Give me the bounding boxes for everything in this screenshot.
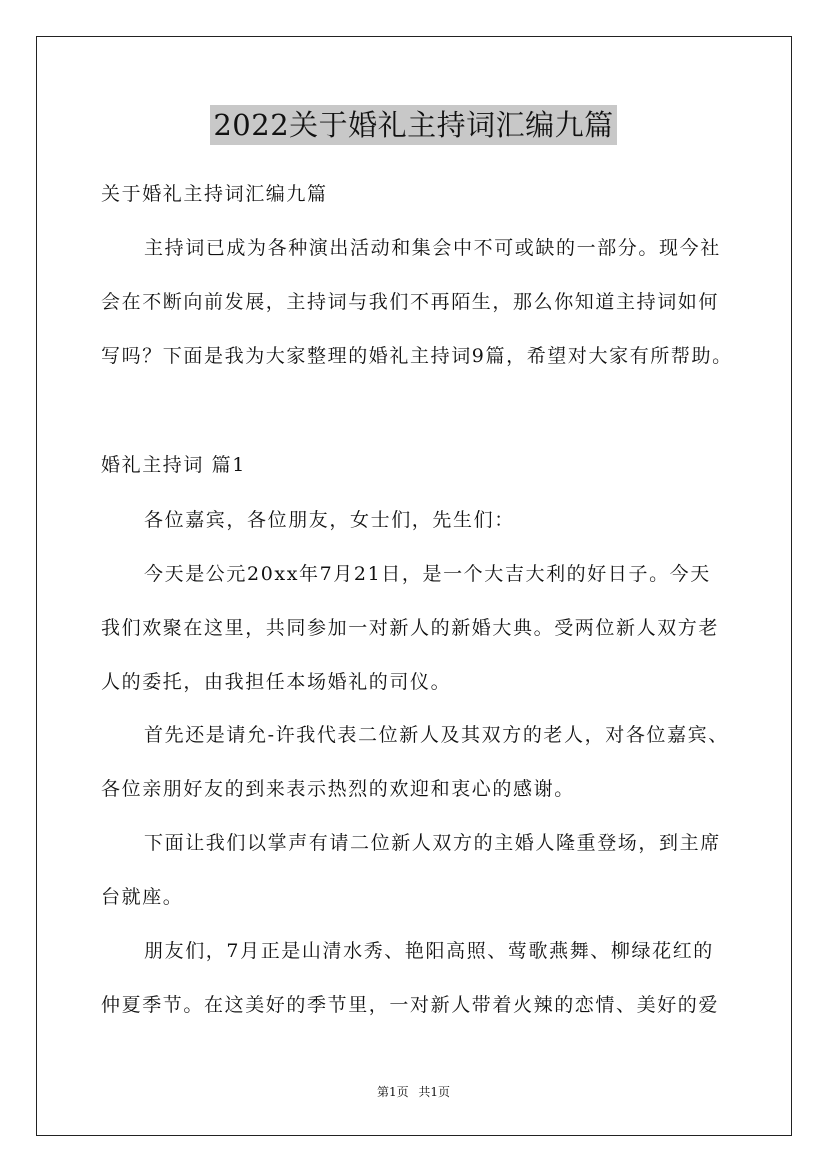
page-total: 共1页 — [418, 1085, 451, 1099]
para1-line-1: 今天是公元20xx年7月21日，是一个大吉大利的好日子。今天 — [144, 563, 711, 585]
page-number: 第1页 — [376, 1085, 409, 1099]
para4-line-1: 朋友们，7月正是山清水秀、艳阳高照、莺歌燕舞、柳绿花红的 — [144, 940, 714, 962]
para2-line-2: 各位亲朋好友的到来表示热烈的欢迎和衷心的感谢。 — [101, 778, 575, 800]
greeting-line: 各位嘉宾，各位朋友，女士们，先生们： — [144, 509, 515, 531]
page-footer — [0, 1084, 827, 1100]
para3-line-2: 台就座。 — [101, 886, 184, 908]
section-heading: 婚礼主持词 篇1 — [101, 454, 246, 476]
intro-line-2: 会在不断向前发展，主持词与我们不再陌生，那么你知道主持词如何 — [101, 291, 720, 313]
para3-line-1: 下面让我们以掌声有请二位新人双方的主婚人隆重登场，到主席 — [144, 832, 721, 854]
title-container — [0, 105, 827, 145]
intro-line-1: 主持词已成为各种演出活动和集会中不可或缺的一部分。现今社 — [144, 237, 721, 259]
para2-line-1: 首先还是请允-许我代表二位新人及其双方的老人，对各位嘉宾、 — [144, 724, 729, 746]
para4-line-2: 仲夏季节。在这美好的季节里，一对新人带着火辣的恋情、美好的爱 — [101, 994, 720, 1016]
document-subtitle: 关于婚礼主持词汇编九篇 — [101, 183, 328, 205]
para1-line-3: 人的委托，由我担任本场婚礼的司仪。 — [101, 671, 452, 693]
para1-line-2: 我们欢聚在这里，共同参加一对新人的新婚大典。受两位新人双方老 — [101, 617, 720, 639]
intro-line-3: 写吗？下面是我为大家整理的婚礼主持词9篇，希望对大家有所帮助。 — [101, 345, 733, 367]
document-title: 2022关于婚礼主持词汇编九篇 — [210, 105, 616, 145]
